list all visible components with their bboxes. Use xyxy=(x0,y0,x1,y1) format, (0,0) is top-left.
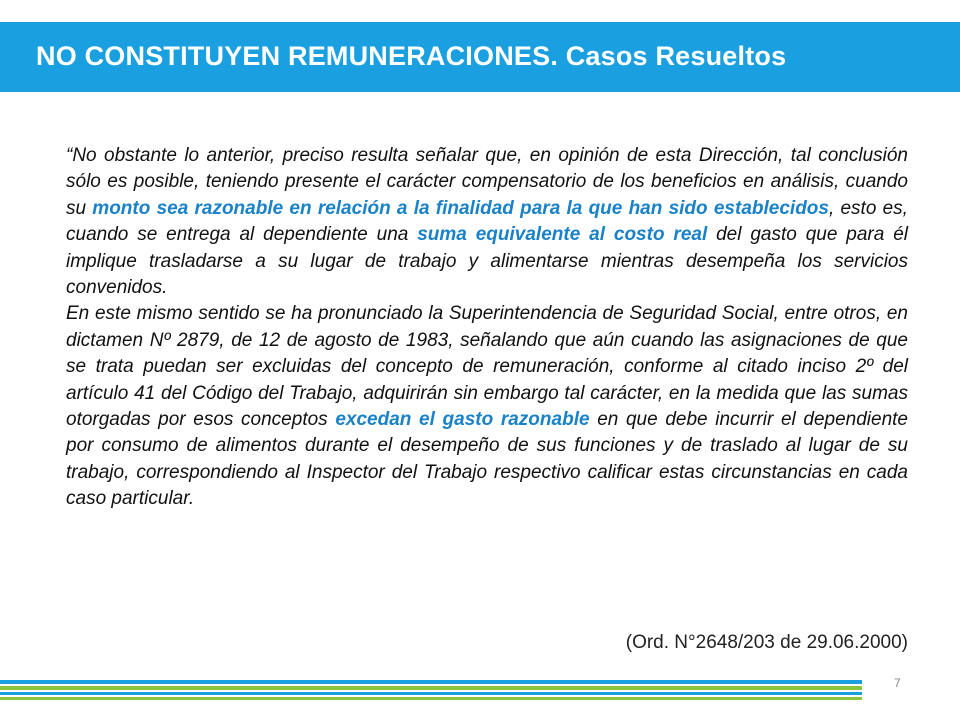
quote-body xyxy=(66,143,908,513)
p1-text-2: , esto es, cuando se entrega al dependiente una xyxy=(66,197,908,246)
p2-highlight-1: excedan el gasto razonable xyxy=(335,409,590,431)
p1-text-1: “No obstante lo anterior, preciso resulta señalar que, en opinión de esta Dirección, tal conclusión sólo es posible, teniendo presente el carácter compensatorio de los beneficios en análisis, cuando su xyxy=(66,145,908,219)
quote-paragraph-1 xyxy=(66,143,908,301)
p1-highlight-1: monto sea razonable en relación a la finalidad para la que han sido establecidos xyxy=(92,197,829,219)
footer-stripe-green xyxy=(0,686,862,690)
p1-highlight-2: suma equivalente al costo real xyxy=(417,224,708,246)
footer-stripe-green-2 xyxy=(0,697,862,700)
footer-stripe-blue-2 xyxy=(0,692,862,695)
slide-title: NO CONSTITUYEN REMUNERACIONES. Casos Resueltos xyxy=(36,41,787,71)
citation: (Ord. N°2648/203 de 29.06.2000) xyxy=(625,632,908,653)
footer-stripe-blue xyxy=(0,680,862,684)
p2-text-1: En este mismo sentido se ha pronunciado la Superintendencia de Seguridad Social, entre otros, en dictamen Nº 2879, de 12 de agosto de 1983, señalando que aún cuando las asignaciones de que se trata puedan ser excluidas del concepto de remuneración, conforme al citado inciso 2º del artículo 41 del Código del Trabajo, adquirirán sin embargo tal carácter, en la medida que las sumas otorgadas por esos conceptos xyxy=(66,303,908,431)
quote-paragraph-2 xyxy=(66,301,908,512)
p2-text-2: en que debe incurrir el dependiente por consumo de alimentos durante el desempeño de sus funciones y de traslado al lugar de su trabajo, correspondiendo al Inspector del Trabajo respectivo calificar estas circunstancias en cada caso particular. xyxy=(66,409,908,510)
p1-text-3: del gasto que para él implique trasladarse a su lugar de trabajo y alimentarse mientras desempeña los servicios convenidos. xyxy=(66,224,908,299)
page-number: 7 xyxy=(894,676,901,690)
